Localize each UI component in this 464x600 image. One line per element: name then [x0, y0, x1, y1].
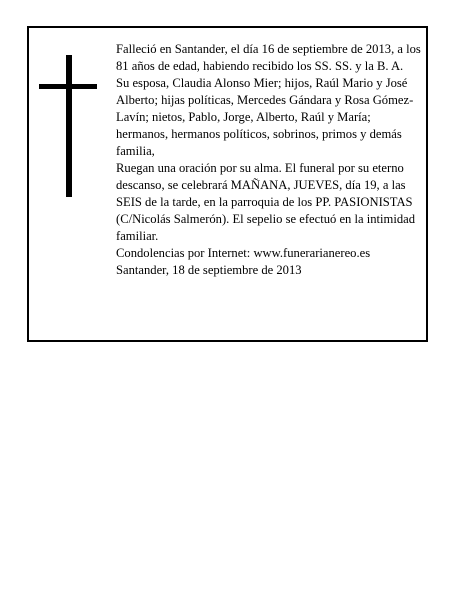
cross-horizontal-bar: [39, 84, 97, 89]
cross-vertical-bar: [66, 55, 72, 197]
condolences-line: Condolencias por Internet: www.funerarianereo.es: [116, 246, 371, 260]
funeral-details: Ruegan una oración por su alma. El funeral por su eterno descanso, se celebrará MAÑANA, JUEVES, día 19, a las SEIS de la tarde, en la parroquia de los PP. PASIONISTAS (C/Nicolás Salmerón). El sepelio se efectuó en la intimidad familiar.: [116, 161, 416, 243]
family-list: Su esposa, Claudia Alonso Mier; hijos, Raúl Mario y José Alberto; hijas políticas, Mercedes Gándara y Rosa Gómez-Lavín; nietos, Pablo, Jorge, Alberto, Raúl y María; hermanos, hermanos políticos, sobrinos, primos y demás familia,: [116, 76, 414, 158]
death-announcement: Falleció en Santander, el día 16 de septiembre de 2013, a los 81 años de edad, habiendo recibido los SS. SS. y la B. A.: [116, 42, 421, 73]
place-date-line: Santander, 18 de septiembre de 2013: [116, 263, 302, 277]
obituary-notice: [27, 26, 428, 342]
notice-body: [116, 41, 422, 279]
